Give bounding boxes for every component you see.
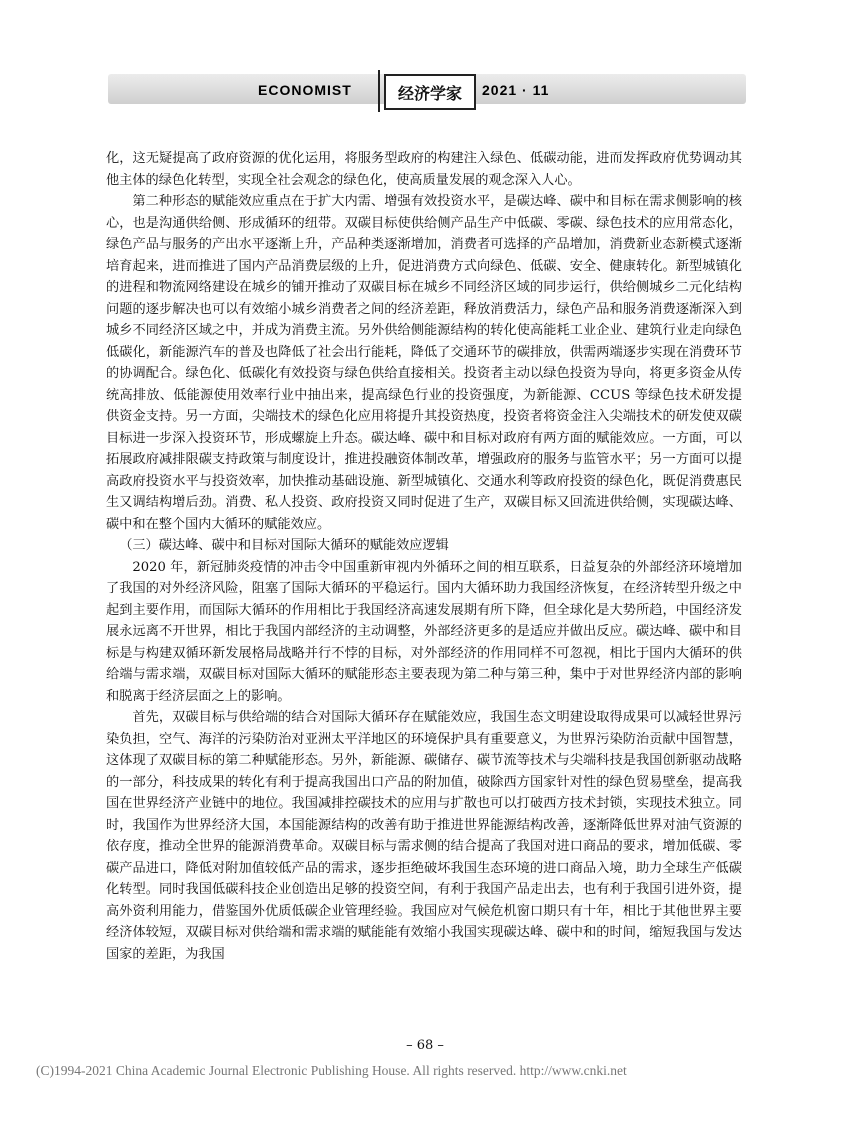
copyright-footer: (C)1994-2021 China Academic Journal Electronic Publishing House. All rights reserved. http://www.cnki.net	[36, 1063, 627, 1078]
issue-date: 2021 · 11	[482, 82, 550, 98]
paragraph-first: 首先，双碳目标与供给端的结合对国际大循环存在赋能效应，我国生态文明建设取得成果可以减轻世界污染负担，空气、海洋的污染防治对亚洲太平洋地区的环境保护具有重要意义，为世界污染防治贡献中国智慧，这体现了双碳目标的第二种赋能形态。另外，新能源、碳储存、碳节流等技术与尖端科技是我国创新驱动战略的一部分，科技成果的转化有利于提高我国出口产品的附加值，破除西方国家针对性的绿色贸易壁垒，提高我国在世界经济产业链中的地位。我国减排控碳技术的应用与扩散也可以打破西方技术封锁，实现技术独立。同时，我国作为世界经济大国，本国能源结构的改善有助于推进世界能源结构改善，逐渐降低世界对油气资源的依存度，推动全世界的能源消费革命。双碳目标与需求侧的结合提高了我国对进口商品的要求，增加低碳、零碳产品进口，降低对附加值较低产品的需求，逐步拒绝破坏我国生态环境的进口商品入境，助力全球生产低碳化转型。同时我国低碳科技企业创造出足够的投资空间，有利于我国产品走出去，也有利于我国引进外资，提高外资利用能力，借鉴国外优质低碳企业管理经验。我国应对气候危机窗口期只有十年，相比于其他世界主要经济体较短，双碳目标对供给端和需求端的赋能能有效缩小我国实现碳达峰、碳中和的时间，缩短我国与发达国家的差距，为我国	[106, 710, 742, 962]
page-number: – 68 –	[406, 1038, 444, 1053]
paragraph-2020: 2020 年，新冠肺炎疫情的冲击令中国重新审视内外循环之间的相互联系，日益复杂的外部经济环境增加了我国的对外经济风险，阻塞了国际大循环的平稳运行。国内大循环助力我国经济恢复，在经济转型升级之中起到主要作用，而国际大循环的作用相比于我国经济高速发展期有所下降，但全球化是大势所趋，中国经济发展永远离不开世界，相比于我国内部经济的主动调整，外部经济更多的是适应并做出反应。碳达峰、碳中和目标是与构建双循环新发展格局战略并行不悖的目标，对外部经济的作用同样不可忽视，相比于国内大循环的供给端与需求端，双碳目标对国际大循环的赋能形态主要表现为第二种与第三种，集中于对世界经济内部的影响和脱离于经济层面之上的影响。	[106, 559, 742, 704]
journal-name-english: ECONOMIST	[258, 82, 352, 98]
journal-logo: 经济学家	[384, 74, 476, 110]
paragraph-second-form: 第二种形态的赋能效应重点在于扩大内需、增强有效投资水平，是碳达峰、碳中和目标在需求侧影响的核心，也是沟通供给侧、形成循环的纽带。双碳目标使供给侧产品生产中低碳、零碳、绿色技术的应用常态化，绿色产品与服务的产出水平逐渐上升，产品种类逐渐增加，消费者可选择的产品增加，消费新业态新模式逐渐培育起来，进而推进了国内产品消费层级的上升，促进消费方式向绿色、低碳、安全、健康转化。新型城镇化的进程和物流网络建设在城乡的铺开推动了双碳目标在城乡不同经济区域的同步运行，供给侧城乡二元化结构问题的逐步解决也可以有效缩小城乡消费者之间的经济差距，释放消费活力，绿色产品和服务消费逐渐深入到城乡不同经济区域之中，并成为消费主流。另外供给侧能源结构的转化使高能耗工业企业、建筑行业走向绿色低碳化，新能源汽车的普及也降低了社会出行能耗，降低了交通环节的碳排放，供需两端逐步实现在消费环节的协调配合。绿色化、低碳化有效投资与绿色供给直接相关。投资者主动以绿色投资为导向，将更多资金从传统高排放、低能源使用效率行业中抽出来，提高绿色行业的投资强度，为新能源、CCUS 等绿色技术研发提供资金支持。另一方面，尖端技术的绿色化应用将提升其投资热度，投资者将资金注入尖端技术的研发使双碳目标进一步深入投资环节，形成螺旋上升态。碳达峰、碳中和目标对政府有两方面的赋能效应。一方面，可以拓展政府减排限碳支持政策与制度设计，推进投融资体制改革，增强政府的服务与监管水平；另一方面可以提高政府投资水平与投资效率，加快推动基础设施、新型城镇化、交通水利等政府投资的绿色化，既促消费惠民生又调结构增后劲。消费、私人投资、政府投资又同时促进了生产，双碳目标又回流进供给侧，实现碳达峰、碳中和在整个国内大循环的赋能效应。	[106, 194, 742, 532]
article-body	[106, 148, 742, 965]
paragraph-continuation: 化，这无疑提高了政府资源的优化运用，将服务型政府的构建注入绿色、低碳动能，进而发挥政府优势调动其他主体的绿色化转型，实现全社会观念的绿色化，使高质量发展的观念深入人心。	[106, 151, 742, 188]
section-subheading: （三）碳达峰、碳中和目标对国际大循环的赋能效应逻辑	[119, 538, 449, 553]
